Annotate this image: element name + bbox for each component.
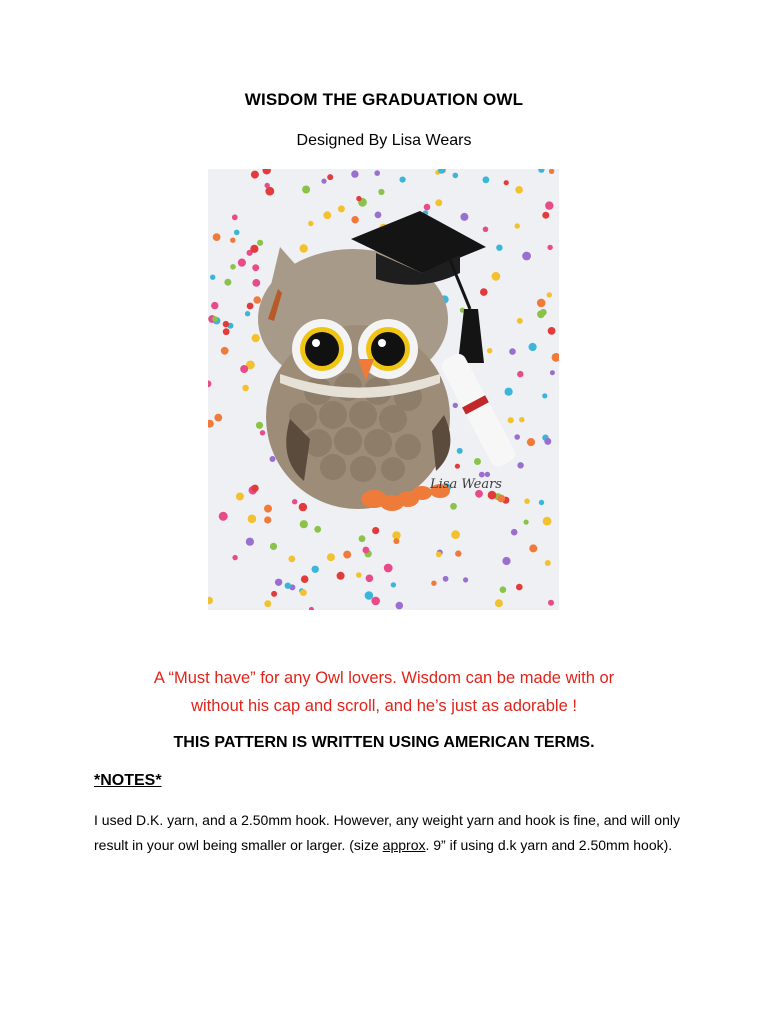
confetti-dot bbox=[275, 579, 282, 586]
confetti-dot bbox=[529, 343, 537, 351]
watermark-signature: Lisa Wears bbox=[430, 477, 502, 492]
confetti-dot bbox=[248, 515, 257, 524]
intro-line-2: without his cap and scroll, and he’s just as adorable ! bbox=[191, 697, 577, 715]
confetti-dot bbox=[240, 365, 248, 373]
confetti-dot bbox=[504, 180, 509, 185]
confetti-dot bbox=[497, 495, 505, 503]
confetti-dot bbox=[511, 529, 518, 536]
confetti-dot bbox=[545, 560, 551, 566]
notes-text-2: . 9” if using d.k yarn and 2.50mm hook). bbox=[425, 837, 673, 853]
confetti-dot bbox=[483, 176, 490, 183]
confetti-dot bbox=[366, 575, 374, 583]
confetti-dot bbox=[234, 230, 240, 236]
notes-heading: *NOTES* bbox=[94, 772, 162, 789]
confetti-dot bbox=[509, 348, 516, 355]
confetti-dot bbox=[247, 303, 254, 310]
confetti-dot bbox=[288, 556, 295, 563]
confetti-dot bbox=[365, 591, 374, 600]
confetti-dot bbox=[221, 347, 229, 355]
confetti-dot bbox=[232, 555, 237, 560]
confetti-dot bbox=[213, 233, 221, 241]
confetti-dot bbox=[264, 516, 271, 523]
confetti-dot bbox=[374, 170, 380, 176]
confetti-dot bbox=[539, 500, 544, 505]
confetti-dot bbox=[384, 564, 393, 573]
confetti-dot bbox=[400, 177, 406, 183]
confetti-dot bbox=[391, 582, 396, 587]
notes-approx: approx bbox=[382, 837, 426, 853]
confetti-dot bbox=[302, 186, 310, 194]
confetti-dot bbox=[337, 572, 345, 580]
confetti-dot bbox=[327, 553, 335, 561]
confetti-dot bbox=[257, 240, 263, 246]
confetti-dot bbox=[527, 438, 535, 446]
confetti-dot bbox=[544, 438, 551, 445]
confetti-dot bbox=[455, 464, 460, 469]
confetti-dot bbox=[371, 597, 380, 606]
confetti-dot bbox=[492, 272, 501, 281]
confetti-dot bbox=[548, 600, 554, 606]
confetti-dot bbox=[285, 583, 291, 589]
confetti-dot bbox=[517, 462, 523, 468]
confetti-dot bbox=[455, 550, 461, 556]
confetti-dot bbox=[548, 327, 556, 335]
confetti-dot bbox=[323, 211, 331, 219]
confetti-dot bbox=[457, 448, 463, 454]
confetti-dot bbox=[351, 170, 358, 177]
confetti-dot bbox=[431, 581, 436, 586]
confetti-dot bbox=[500, 586, 507, 593]
confetti-dot bbox=[514, 434, 520, 440]
confetti-dot bbox=[246, 538, 254, 546]
confetti-dot bbox=[505, 388, 513, 396]
confetti-dot bbox=[232, 214, 238, 220]
confetti-dot bbox=[223, 328, 230, 335]
confetti-dot bbox=[443, 576, 449, 582]
confetti-dot bbox=[516, 584, 523, 591]
confetti-dot bbox=[453, 403, 458, 408]
confetti-dot bbox=[460, 213, 468, 221]
confetti-dot bbox=[300, 244, 308, 252]
confetti-dot bbox=[252, 279, 260, 287]
confetti-dot bbox=[214, 414, 222, 422]
confetti-dot bbox=[515, 223, 520, 228]
confetti-dot bbox=[312, 566, 319, 573]
confetti-dot bbox=[270, 456, 276, 462]
designer-credit: Designed By Lisa Wears bbox=[296, 132, 472, 149]
intro-line-1: A “Must have” for any Owl lovers. Wisdom can be made with or bbox=[153, 669, 615, 687]
confetti-dot bbox=[474, 458, 481, 465]
confetti-dot bbox=[252, 334, 260, 342]
confetti-dot bbox=[212, 316, 218, 322]
confetti-dot bbox=[451, 530, 460, 539]
confetti-dot bbox=[487, 348, 492, 353]
confetti-dot bbox=[522, 252, 531, 261]
confetti-dot bbox=[327, 174, 333, 180]
confetti-dot bbox=[265, 183, 270, 188]
confetti-dot bbox=[230, 238, 235, 243]
owl-photo bbox=[208, 169, 559, 610]
confetti-dot bbox=[378, 189, 384, 195]
confetti-dot bbox=[300, 589, 307, 596]
confetti-dot bbox=[238, 259, 246, 267]
confetti-dot bbox=[436, 552, 442, 558]
confetti-dot bbox=[519, 417, 524, 422]
confetti-dot bbox=[300, 520, 308, 528]
confetti-dot bbox=[483, 227, 489, 233]
confetti-dot bbox=[375, 212, 382, 219]
confetti-dot bbox=[496, 245, 502, 251]
confetti-dot bbox=[256, 422, 263, 429]
confetti-dot bbox=[515, 186, 523, 194]
confetti-dot bbox=[508, 417, 514, 423]
confetti-dot bbox=[292, 499, 297, 504]
american-terms-note: THIS PATTERN IS WRITTEN USING AMERICAN TERMS. bbox=[173, 734, 595, 751]
confetti-dot bbox=[435, 199, 442, 206]
confetti-dot bbox=[488, 491, 497, 500]
document-title: WISDOM THE GRADUATION OWL bbox=[244, 90, 524, 109]
confetti-dot bbox=[393, 538, 399, 544]
confetti-dot bbox=[271, 591, 277, 597]
confetti-dot bbox=[372, 527, 379, 534]
confetti-dot bbox=[396, 602, 404, 610]
confetti-dot bbox=[338, 205, 345, 212]
confetti-dot bbox=[550, 370, 555, 375]
confetti-dot bbox=[343, 551, 351, 559]
confetti-dot bbox=[537, 299, 546, 308]
confetti-dot bbox=[356, 572, 362, 578]
confetti-dot bbox=[223, 321, 229, 327]
confetti-dot bbox=[363, 547, 370, 554]
confetti-dot bbox=[251, 171, 259, 179]
confetti-dot bbox=[545, 201, 553, 209]
confetti-dot bbox=[480, 288, 488, 296]
confetti-dot bbox=[547, 292, 552, 297]
confetti-dot bbox=[529, 544, 537, 552]
confetti-dot bbox=[453, 173, 459, 179]
confetti-dot bbox=[252, 264, 259, 271]
confetti-dot bbox=[264, 600, 271, 607]
confetti-dot bbox=[502, 557, 510, 565]
notes-paragraph bbox=[94, 808, 684, 858]
confetti-dot bbox=[359, 535, 366, 542]
confetti-dot bbox=[250, 245, 258, 253]
confetti-dot bbox=[537, 310, 545, 318]
confetti-dot bbox=[314, 526, 321, 533]
confetti-dot bbox=[308, 221, 313, 226]
confetti-dot bbox=[351, 216, 358, 223]
confetti-dot bbox=[260, 430, 265, 435]
confetti-dot bbox=[517, 318, 523, 324]
confetti-dot bbox=[224, 279, 231, 286]
intro-paragraph bbox=[60, 664, 708, 720]
confetti-dot bbox=[299, 503, 307, 511]
confetti-dot bbox=[264, 505, 272, 513]
confetti-dot bbox=[542, 393, 547, 398]
confetti-dot bbox=[524, 498, 530, 504]
confetti-dot bbox=[450, 503, 457, 510]
confetti-dot bbox=[211, 302, 218, 309]
confetti-dot bbox=[270, 543, 277, 550]
confetti-dot bbox=[495, 599, 503, 607]
confetti-dot bbox=[463, 577, 468, 582]
confetti-dot bbox=[542, 212, 549, 219]
confetti-dot bbox=[210, 275, 215, 280]
confetti-dot bbox=[321, 179, 326, 184]
confetti-dot bbox=[301, 575, 309, 583]
confetti-dot bbox=[253, 296, 261, 304]
confetti-dot bbox=[245, 311, 250, 316]
notes-text-1: I used D.K. yarn, and a 2.50mm hook. However, any weight yarn and hook is fine, and will only result in your owl being smaller or larger. (size bbox=[94, 812, 680, 853]
confetti-dot bbox=[424, 204, 431, 211]
confetti-dot bbox=[251, 485, 258, 492]
confetti-dot bbox=[242, 385, 249, 392]
confetti-dot bbox=[236, 493, 244, 501]
confetti-dot bbox=[356, 196, 361, 201]
confetti-dot bbox=[543, 517, 552, 526]
confetti-dot bbox=[230, 264, 236, 270]
confetti-dot bbox=[517, 371, 523, 377]
confetti-dot bbox=[524, 520, 529, 525]
confetti-dot bbox=[219, 512, 228, 521]
confetti-dot bbox=[547, 245, 552, 250]
